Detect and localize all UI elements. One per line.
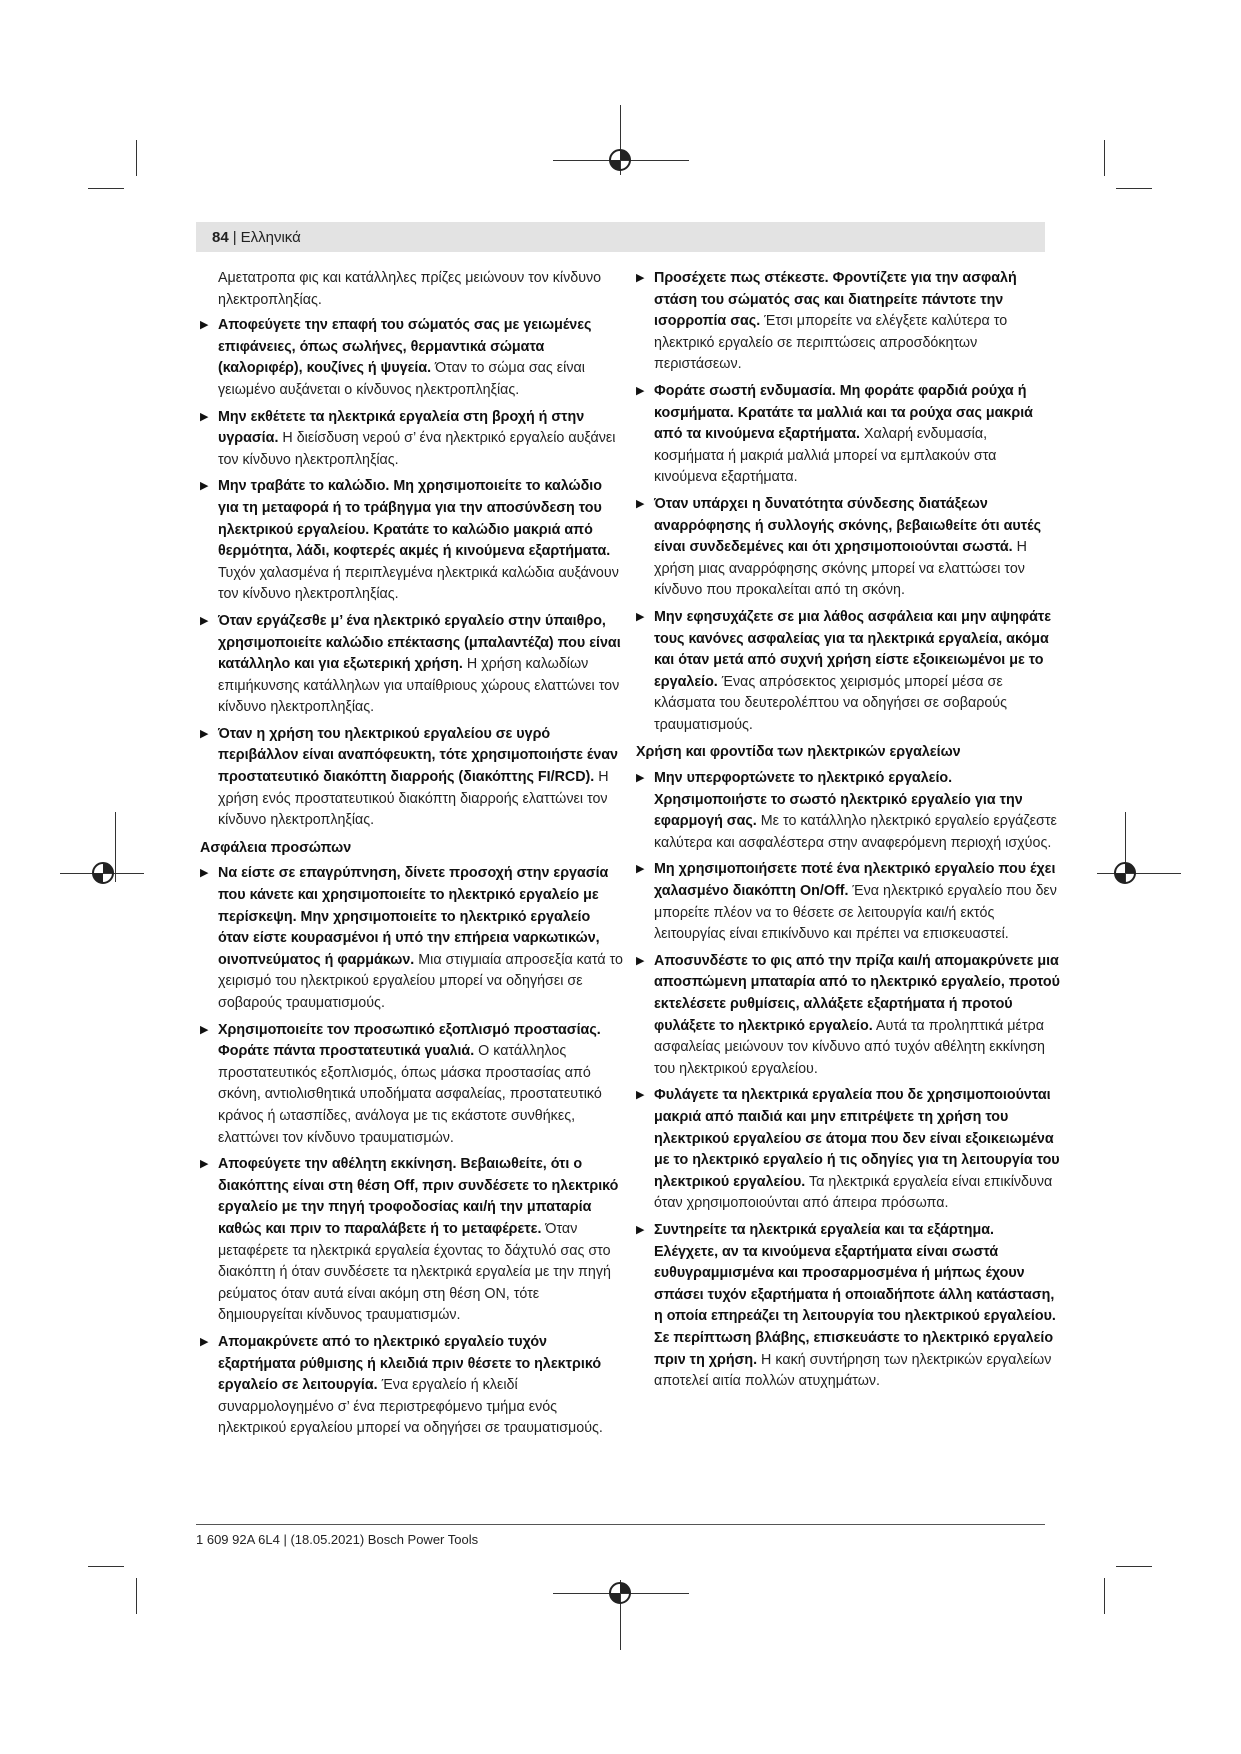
page-number: 84 bbox=[212, 228, 229, 246]
item-text: Με το κατάλληλο ηλεκτρικό εργαλείο εργάζεστε καλύτερα και ασφαλέστερα στην αναφερόμενη περιοχή ισχύος. bbox=[654, 813, 1057, 851]
item-bold: Μην τραβάτε το καλώδιο. Μη χρησιμοποιείτε το καλώδιο για τη μεταφορά ή το τράβηγμα για την αποσύνδεση του ηλεκτρικού εργαλείου. Κρατάτε το καλώδιο μακριά από θερμότητα, λάδι, κοφτερές ακμές ή κινούμενα εξαρτήματα. bbox=[218, 478, 611, 560]
item-text: Ένα ηλεκτρικό εργαλείο που δεν μπορείτε πλέον να το θέσετε σε λειτουργία και/ή εκτός λειτουργίας είναι επικίνδυνο και πρέπει να επισκευαστεί. bbox=[654, 883, 1057, 943]
item-bold: Συντηρείτε τα ηλεκτρικά εργαλεία και τα εξάρτημα. Ελέγχετε, αν τα κινούμενα εξαρτήματα είναι σωστά ευθυγραμμισμένα και προσαρμοσμένα ή μήπως έχουν σπάσει τυχόν εξαρτήματα ή οποιαδήποτε άλλη κατάσταση, η οποία επηρεάζει τη λειτουργία του ηλεκτρικού εργαλείου. Σε περίπτωση βλάβης, επισκευάστε το ηλεκτρικό εργαλείο πριν τη χρήση. bbox=[654, 1221, 1056, 1368]
item-bold: Χρησιμοποιείτε τον προσωπικό εξοπλισμό προστασίας. Φοράτε πάντα προστατευτικά γυαλιά. bbox=[218, 1021, 601, 1060]
safety-item bbox=[200, 611, 625, 719]
safety-item bbox=[200, 863, 625, 1014]
item-bold: Προσέχετε πως στέκεστε. Φροντίζετε για την ασφαλή στάση του σώματός σας και διατηρείτε πάντοτε την ισορροπία σας. bbox=[654, 270, 1017, 330]
item-text: Η κακή συντήρηση των ηλεκτρικών εργαλείων αποτελεί αιτία πολλών ατυχημάτων. bbox=[654, 1351, 1052, 1390]
safety-item bbox=[636, 268, 1061, 376]
safety-item bbox=[200, 1020, 625, 1150]
registration-line bbox=[1097, 873, 1181, 874]
safety-item bbox=[636, 1085, 1061, 1215]
item-text: Η χρήση μιας αναρρόφησης σκόνης μπορεί να ελαττώσει τον κίνδυνο που προκαλείται από τη σκόνη. bbox=[654, 539, 1027, 599]
crop-mark bbox=[136, 140, 137, 176]
item-bold: Φοράτε σωστή ενδυμασία. Μη φοράτε φαρδιά ρούχα ή κοσμήματα. Κρατάτε τα μαλλιά και τα ρούχα σας μακριά από τα κινούμενα εξαρτήματα. bbox=[654, 382, 1033, 443]
item-text: Όταν μεταφέρετε τα ηλεκτρικά εργαλεία έχοντας το δάχτυλό σας στο διακόπτη ή όταν συνδέσετε τα ηλεκτρικά εργαλεία με την πηγή ρεύματος όταν αυτά είναι ακόμη στη θέση ON, τότε δημιουργείται κίνδυνος τραυματισμών. bbox=[218, 1220, 611, 1324]
bullet-arrow-icon: ▶ bbox=[200, 1023, 209, 1036]
bullet-arrow-icon: ▶ bbox=[636, 1089, 645, 1102]
item-bold: Μην υπερφορτώνετε το ηλεκτρικό εργαλείο. Χρησιμοποιήστε το σωστό ηλεκτρικό εργαλείο για την εφαρμογή σας. bbox=[654, 770, 1023, 830]
item-text: Αυτά τα προληπτικά μέτρα ασφαλείας μειώνουν τον κίνδυνο από τυχόν αθέλητη εκκίνηση του ηλεκτρικού εργαλείου. bbox=[654, 1017, 1045, 1077]
bullet-arrow-icon: ▶ bbox=[200, 1335, 209, 1348]
safety-item bbox=[636, 1220, 1061, 1393]
item-bold: Αποφεύγετε την επαφή του σώματός σας με γειωμένες επιφάνειες, όπως σωλήνες, θερμαντικά σώματα (καλοριφέρ), κουζίνες ή ψυγεία. bbox=[218, 317, 592, 377]
crop-mark bbox=[88, 188, 124, 189]
item-bold: Αποσυνδέστε το φις από την πρίζα και/ή απομακρύνετε μια αποσπώμενη μπαταρία από το ηλεκτρικό εργαλείο, προτού εκτελέσετε ρυθμίσεις, αλλάξετε εξαρτήματα ή προτού φυλάξετε το ηλεκτρικό εργαλείο. bbox=[654, 952, 1060, 1034]
item-text: Έτσι μπορείτε να ελέγξετε καλύτερα το ηλεκτρικό εργαλείο σε περιπτώσεις απροσδόκητων περιστάσεων. bbox=[654, 313, 1008, 373]
bullet-arrow-icon: ▶ bbox=[200, 867, 209, 880]
header-separator: | bbox=[232, 228, 237, 246]
right-column bbox=[636, 268, 1061, 1398]
safety-item bbox=[636, 381, 1061, 489]
item-bold: Αποφεύγετε την αθέλητη εκκίνηση. Βεβαιωθείτε, ότι ο διακόπτης είναι στη θέση Off, πριν συνδέσετε το ηλεκτρικό εργαλείο με την πηγή τροφοδοσίας και/ή την μπαταρία καθώς και πριν το παραλάβετε ή το μεταφέρετε. bbox=[218, 1156, 619, 1237]
crop-mark bbox=[1104, 1578, 1105, 1614]
safety-item bbox=[200, 1154, 625, 1327]
bullet-arrow-icon: ▶ bbox=[200, 410, 209, 423]
registration-target-icon bbox=[90, 860, 116, 886]
item-bold: Όταν υπάρχει η δυνατότητα σύνδεσης διατάξεων αναρρόφησης ή συλλογής σκόνης, βεβαιωθείτε ότι αυτές είναι συνδεδεμένες και ότι χρησιμοποιούνται σωστά. bbox=[654, 495, 1041, 556]
item-bold: Να είστε σε επαγρύπνηση, δίνετε προσοχή στην εργασία που κάνετε και χρησιμοποιείτε το ηλεκτρικό εργαλείο με περίσκεψη. Μην χρησιμοποιείτε το ηλεκτρικό εργαλείο όταν είστε κουρασμένοι ή υπό την επήρεια ναρκωτικών, οινοπνεύματος ή φαρμάκων. bbox=[218, 865, 609, 968]
bullet-arrow-icon: ▶ bbox=[636, 863, 645, 876]
crop-mark bbox=[1116, 1566, 1152, 1567]
safety-item bbox=[200, 315, 625, 401]
safety-item bbox=[636, 607, 1061, 737]
safety-item bbox=[636, 768, 1061, 854]
safety-item bbox=[636, 859, 1061, 945]
footer-divider bbox=[196, 1524, 1045, 1525]
item-text: Η χρήση ενός προστατευτικού διακόπτη διαρροής ελαττώνει τον κίνδυνο ηλεκτροπληξίας. bbox=[218, 769, 609, 829]
crop-mark bbox=[1116, 188, 1152, 189]
bullet-arrow-icon: ▶ bbox=[636, 1223, 645, 1236]
item-bold: Όταν η χρήση του ηλεκτρικού εργαλείου σε υγρό περιβάλλον είναι αναπόφευκτη, τότε χρησιμοποιήστε έναν προστατευτικό διακόπτη διαρροής (διακόπτης FI/RCD). bbox=[218, 725, 619, 786]
item-text: Χαλαρή ενδυμασία, κοσμήματα ή μακριά μαλλιά μπορεί να εμπλακούν στα κινούμενα εξαρτήματα. bbox=[654, 426, 997, 486]
left-column bbox=[200, 268, 625, 1445]
item-text: Μια στιγμιαία απροσεξία κατά το χειρισμό του ηλεκτρικού εργαλείου μπορεί να οδηγήσει σε σοβαρούς τραυματισμούς. bbox=[218, 951, 623, 1011]
header-language: Ελληνικά bbox=[240, 228, 301, 246]
item-text: Η χρήση καλωδίων επιμήκυνσης κατάλληλων για υπαίθριους χώρους ελαττώνει τον κίνδυνο ηλεκτροπληξίας. bbox=[218, 656, 620, 716]
bullet-arrow-icon: ▶ bbox=[636, 772, 645, 785]
section-heading: Ασφάλεια προσώπων bbox=[200, 839, 352, 856]
section-heading: Χρήση και φροντίδα των ηλεκτρικών εργαλείων bbox=[636, 744, 961, 761]
intro-paragraph: Αμετατροπα φις και κατάλληλες πρίζες μειώνουν τον κίνδυνο ηλεκτροπληξίας. bbox=[218, 270, 602, 308]
registration-target-icon bbox=[607, 1580, 633, 1606]
item-text: Τυχόν χαλασμένα ή περιπλεγμένα ηλεκτρικά καλώδια αυξάνουν τον κίνδυνο ηλεκτροπληξίας. bbox=[218, 564, 619, 603]
safety-item bbox=[200, 1332, 625, 1440]
registration-target-icon bbox=[1112, 860, 1138, 886]
bullet-arrow-icon: ▶ bbox=[636, 954, 645, 967]
item-text: Ένας απρόσεκτος χειρισμός μπορεί μέσα σε κλάσματα του δευτερολέπτου να οδηγήσει σε σοβαρούς τραυματισμούς. bbox=[654, 673, 1008, 733]
bullet-arrow-icon: ▶ bbox=[200, 1158, 209, 1171]
bullet-arrow-icon: ▶ bbox=[636, 497, 645, 510]
item-bold: Μη χρησιμοποιήσετε ποτέ ένα ηλεκτρικό εργαλείο που έχει χαλασμένο διακόπτη On/Off. bbox=[654, 861, 1056, 900]
bullet-arrow-icon: ▶ bbox=[636, 272, 645, 284]
item-bold: Απομακρύνετε από το ηλεκτρικό εργαλείο τυχόν εξαρτήματα ρύθμισης ή κλειδιά πριν θέσετε το ηλεκτρικό εργαλείο σε λειτουργία. bbox=[218, 1333, 602, 1394]
item-text: Ένα εργαλείο ή κλειδί συναρμολογημένο σ’ ένα περιστρεφόμενο τμήμα ενός ηλεκτρικού εργαλείου μπορεί να οδηγήσει σε τραυματισμούς. bbox=[218, 1377, 603, 1437]
item-text: Ο κατάλληλος προστατευτικός εξοπλισμός, όπως μάσκα προστασίας από σκόνη, αντιολισθητικά υποδήματα ασφαλείας, προστατευτικό κράνος ή ωτασπίδες, ανάλογα με τις εκάστοτε συνθήκες, ελαττώνει τον κίνδυνο τραυματισμών. bbox=[218, 1043, 602, 1146]
bullet-arrow-icon: ▶ bbox=[200, 319, 209, 332]
item-text: Η διείσδυση νερού σ’ ένα ηλεκτρικό εργαλείο αυξάνει τον κίνδυνο ηλεκτροπληξίας. bbox=[218, 430, 616, 468]
item-bold: Όταν εργάζεσθε μ’ ένα ηλεκτρικό εργαλείο στην ύπαιθρο, χρησιμοποιείτε καλώδιο επέκτασης (μπαλαντέζα) που είναι κατάλληλο και για εξωτερική χρήση. bbox=[218, 612, 621, 673]
item-bold: Μην εφησυχάζετε σε μια λάθος ασφάλεια και μην αψηφάτε τους κανόνες ασφαλείας για τα ηλεκτρικά εργαλεία, ακόμα και όταν μετά από συχνή χρήση είστε εξοικειωμένοι με το εργαλείο. bbox=[654, 608, 1052, 690]
crop-mark bbox=[136, 1578, 137, 1614]
crop-mark bbox=[1104, 140, 1105, 176]
item-bold: Μην εκθέτετε τα ηλεκτρικά εργαλεία στη βροχή ή στην υγρασία. bbox=[218, 408, 585, 447]
item-text: Τα ηλεκτρικά εργαλεία είναι επικίνδυνα όταν χρησιμοποιούνται από άπειρα πρόσωπα. bbox=[654, 1173, 1053, 1212]
page-footer: 1 609 92A 6L4 | (18.05.2021) Bosch Power Tools bbox=[196, 1532, 479, 1547]
safety-item bbox=[636, 494, 1061, 602]
item-text: Όταν το σώμα σας είναι γειωμένο αυξάνεται ο κίνδυνος ηλεκτροπληξίας. bbox=[218, 360, 585, 398]
safety-item bbox=[200, 476, 625, 606]
bullet-arrow-icon: ▶ bbox=[200, 480, 209, 493]
crop-mark bbox=[88, 1566, 124, 1567]
page-header bbox=[196, 222, 1045, 252]
bullet-arrow-icon: ▶ bbox=[636, 384, 645, 397]
item-bold: Φυλάγετε τα ηλεκτρικά εργαλεία που δε χρησιμοποιούνται μακριά από παιδιά και μην επιτρέψετε τη χρήση του ηλεκτρικού εργαλείου σε άτομα που δεν είναι εξοικειωμένα με το ηλεκτρικό εργαλείο ή τις οδηγίες για τη λειτουργία του ηλεκτρικού εργαλείου. bbox=[654, 1087, 1060, 1190]
safety-item bbox=[636, 951, 1061, 1081]
bullet-arrow-icon: ▶ bbox=[200, 727, 209, 740]
bullet-arrow-icon: ▶ bbox=[200, 614, 209, 627]
registration-target-icon bbox=[607, 147, 633, 173]
safety-item bbox=[200, 724, 625, 832]
bullet-arrow-icon: ▶ bbox=[636, 610, 645, 623]
safety-item bbox=[200, 407, 625, 472]
